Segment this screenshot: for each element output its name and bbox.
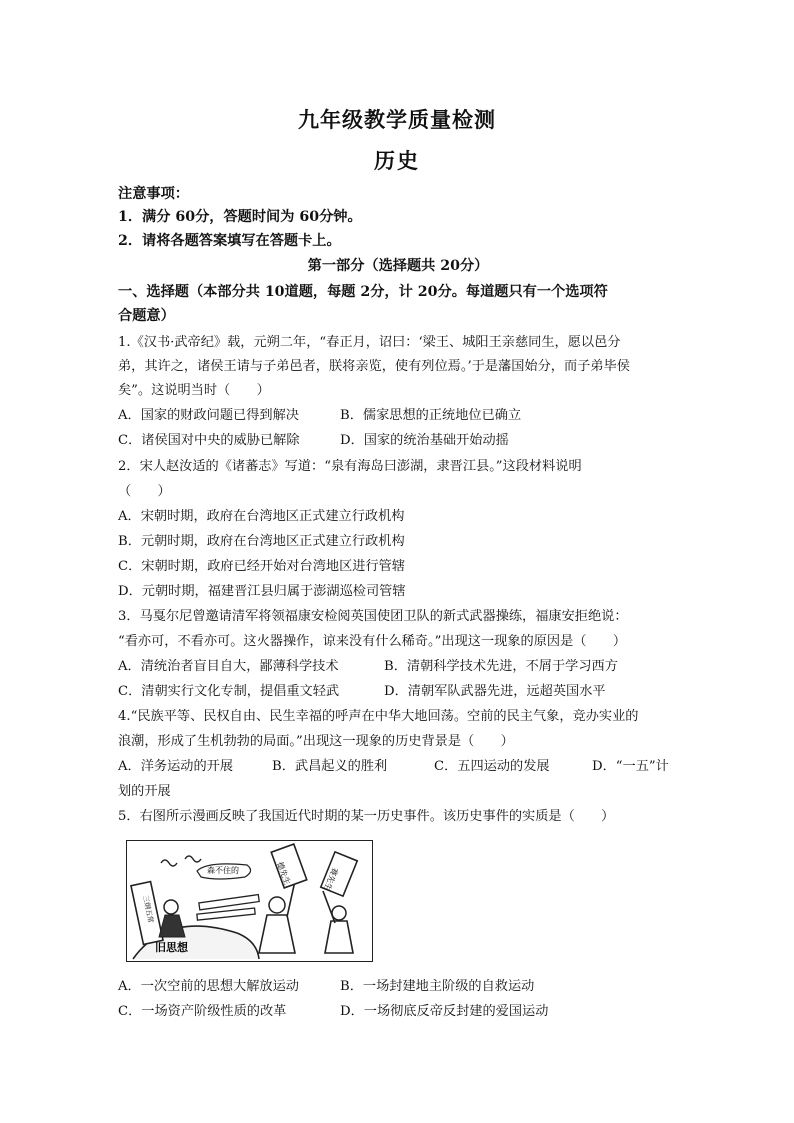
notice-item-2: 2．请将各题答案填写在答题卡上。 — [118, 233, 341, 249]
cartoon-image — [126, 840, 373, 962]
cartoon-caption-sign-2: 赛先生 — [322, 866, 340, 892]
q2-option-c[interactable]: C．宋朝时期，政府已经开始对台湾地区进行管辖 — [118, 559, 406, 574]
notice-heading: 注意事项： — [118, 186, 189, 202]
q3-option-d[interactable]: D．清朝军队武器先进，远超英国水平 — [384, 684, 606, 699]
q2-stem-line-1: 2．宋人赵汝适的《诸蕃志》写道：“泉有海岛曰澎湖，隶晋江县。”这段材料说明 — [118, 459, 582, 474]
q3-option-c[interactable]: C．清朝实行文化专制，提倡重文轻武 — [118, 684, 340, 699]
q5-option-d[interactable]: D．一场彻底反帝反封建的爱国运动 — [340, 1004, 549, 1019]
q3-option-b[interactable]: B．清朝科学技术先进，不屑于学习西方 — [384, 659, 618, 674]
q5-option-a[interactable]: A．一次空前的思想大解放运动 — [118, 979, 299, 994]
q1-option-c[interactable]: C．诸侯国对中央的威胁已解除 — [118, 433, 300, 448]
q1-stem-line-1: 1.《汉书·武帝纪》载，元朔二年，“春正月，诏曰：‘梁王、城阳王亲慈同生，愿以邑分 — [118, 335, 621, 350]
q4-option-b[interactable]: B．武昌起义的胜利 — [272, 759, 388, 774]
q4-option-d[interactable]: D．“一五”计 — [592, 759, 669, 774]
exam-subject: 历史 — [374, 148, 420, 173]
q1-stem-line-2: 弟，其许之，诸侯王请与子弟邑者，朕将亲览，使有列位焉。’于是藩国始分，而子弟毕侯 — [118, 359, 630, 374]
q5-option-c[interactable]: C．一场资产阶级性质的改革 — [118, 1004, 287, 1019]
q2-option-b[interactable]: B．元朝时期，政府在台湾地区正式建立行政机构 — [118, 534, 405, 549]
q1-option-a[interactable]: A．国家的财政问题已得到解决 — [118, 408, 299, 423]
q2-stem-line-2: （ ） — [118, 484, 171, 499]
cartoon-caption-slab: 三纲五常 — [141, 894, 155, 924]
part1-instruction-line-1: 一、选择题（本部分共 10道题，每题 2分，计 20分。每道题只有一个选项符 — [118, 284, 608, 300]
q5-stem-line-1: 5．右图所示漫画反映了我国近代时期的某一历史事件。该历史事件的实质是（ ） — [118, 809, 615, 824]
q3-stem-line-2: “看亦可，不看亦可。这火器操作，谅来没有什么稀奇。”出现这一现象的原因是（ ） — [118, 634, 627, 649]
q3-stem-line-1: 3．马戛尔尼曾邀请清军将领福康安检阅英国使团卫队的新式武器操练，福康安拒绝说： — [118, 609, 628, 624]
notice-item-1: 1．满分 60分，答题时间为 60分钟。 — [118, 209, 362, 225]
q4-stem-line-1: 4.“民族平等、民权自由、民生幸福的呼声在中华大地回荡。空前的民主气象，竞办实业的 — [118, 709, 639, 724]
q2-option-a[interactable]: A．宋朝时期，政府在台湾地区正式建立行政机构 — [118, 509, 405, 524]
q2-option-d[interactable]: D．元朝时期，福建晋江县归属于澎湖巡检司管辖 — [118, 584, 406, 599]
q5-option-b[interactable]: B．一场封建地主阶级的自救运动 — [340, 979, 535, 994]
q4-option-c[interactable]: C．五四运动的发展 — [434, 759, 550, 774]
part1-heading: 第一部分（选择题共 20分） — [307, 258, 489, 274]
cartoon-caption-old-thought: 旧思想 — [155, 941, 188, 954]
part1-instruction-line-2: 合题意） — [118, 308, 175, 324]
q3-option-a[interactable]: A．清统治者盲目自大，鄙薄科学技术 — [118, 659, 339, 674]
q4-stem-line-2: 浪潮，形成了生机勃勃的局面。”出现这一现象的历史背景是（ ） — [118, 734, 514, 749]
exam-title: 九年级教学质量检测 — [298, 107, 496, 132]
q1-option-b[interactable]: B．儒家思想的正统地位已确立 — [340, 408, 522, 423]
cartoon-caption-cloud: 森不住的 — [207, 866, 239, 875]
q4-option-d-wrap: 划的开展 — [118, 784, 171, 799]
q1-option-d[interactable]: D．国家的统治基础开始动摇 — [340, 433, 509, 448]
q4-option-a[interactable]: A．洋务运动的开展 — [118, 759, 234, 774]
q1-stem-line-3: 矣”。这说明当时（ ） — [118, 383, 270, 398]
cartoon-caption-sign-1: 德先生 — [275, 860, 292, 887]
